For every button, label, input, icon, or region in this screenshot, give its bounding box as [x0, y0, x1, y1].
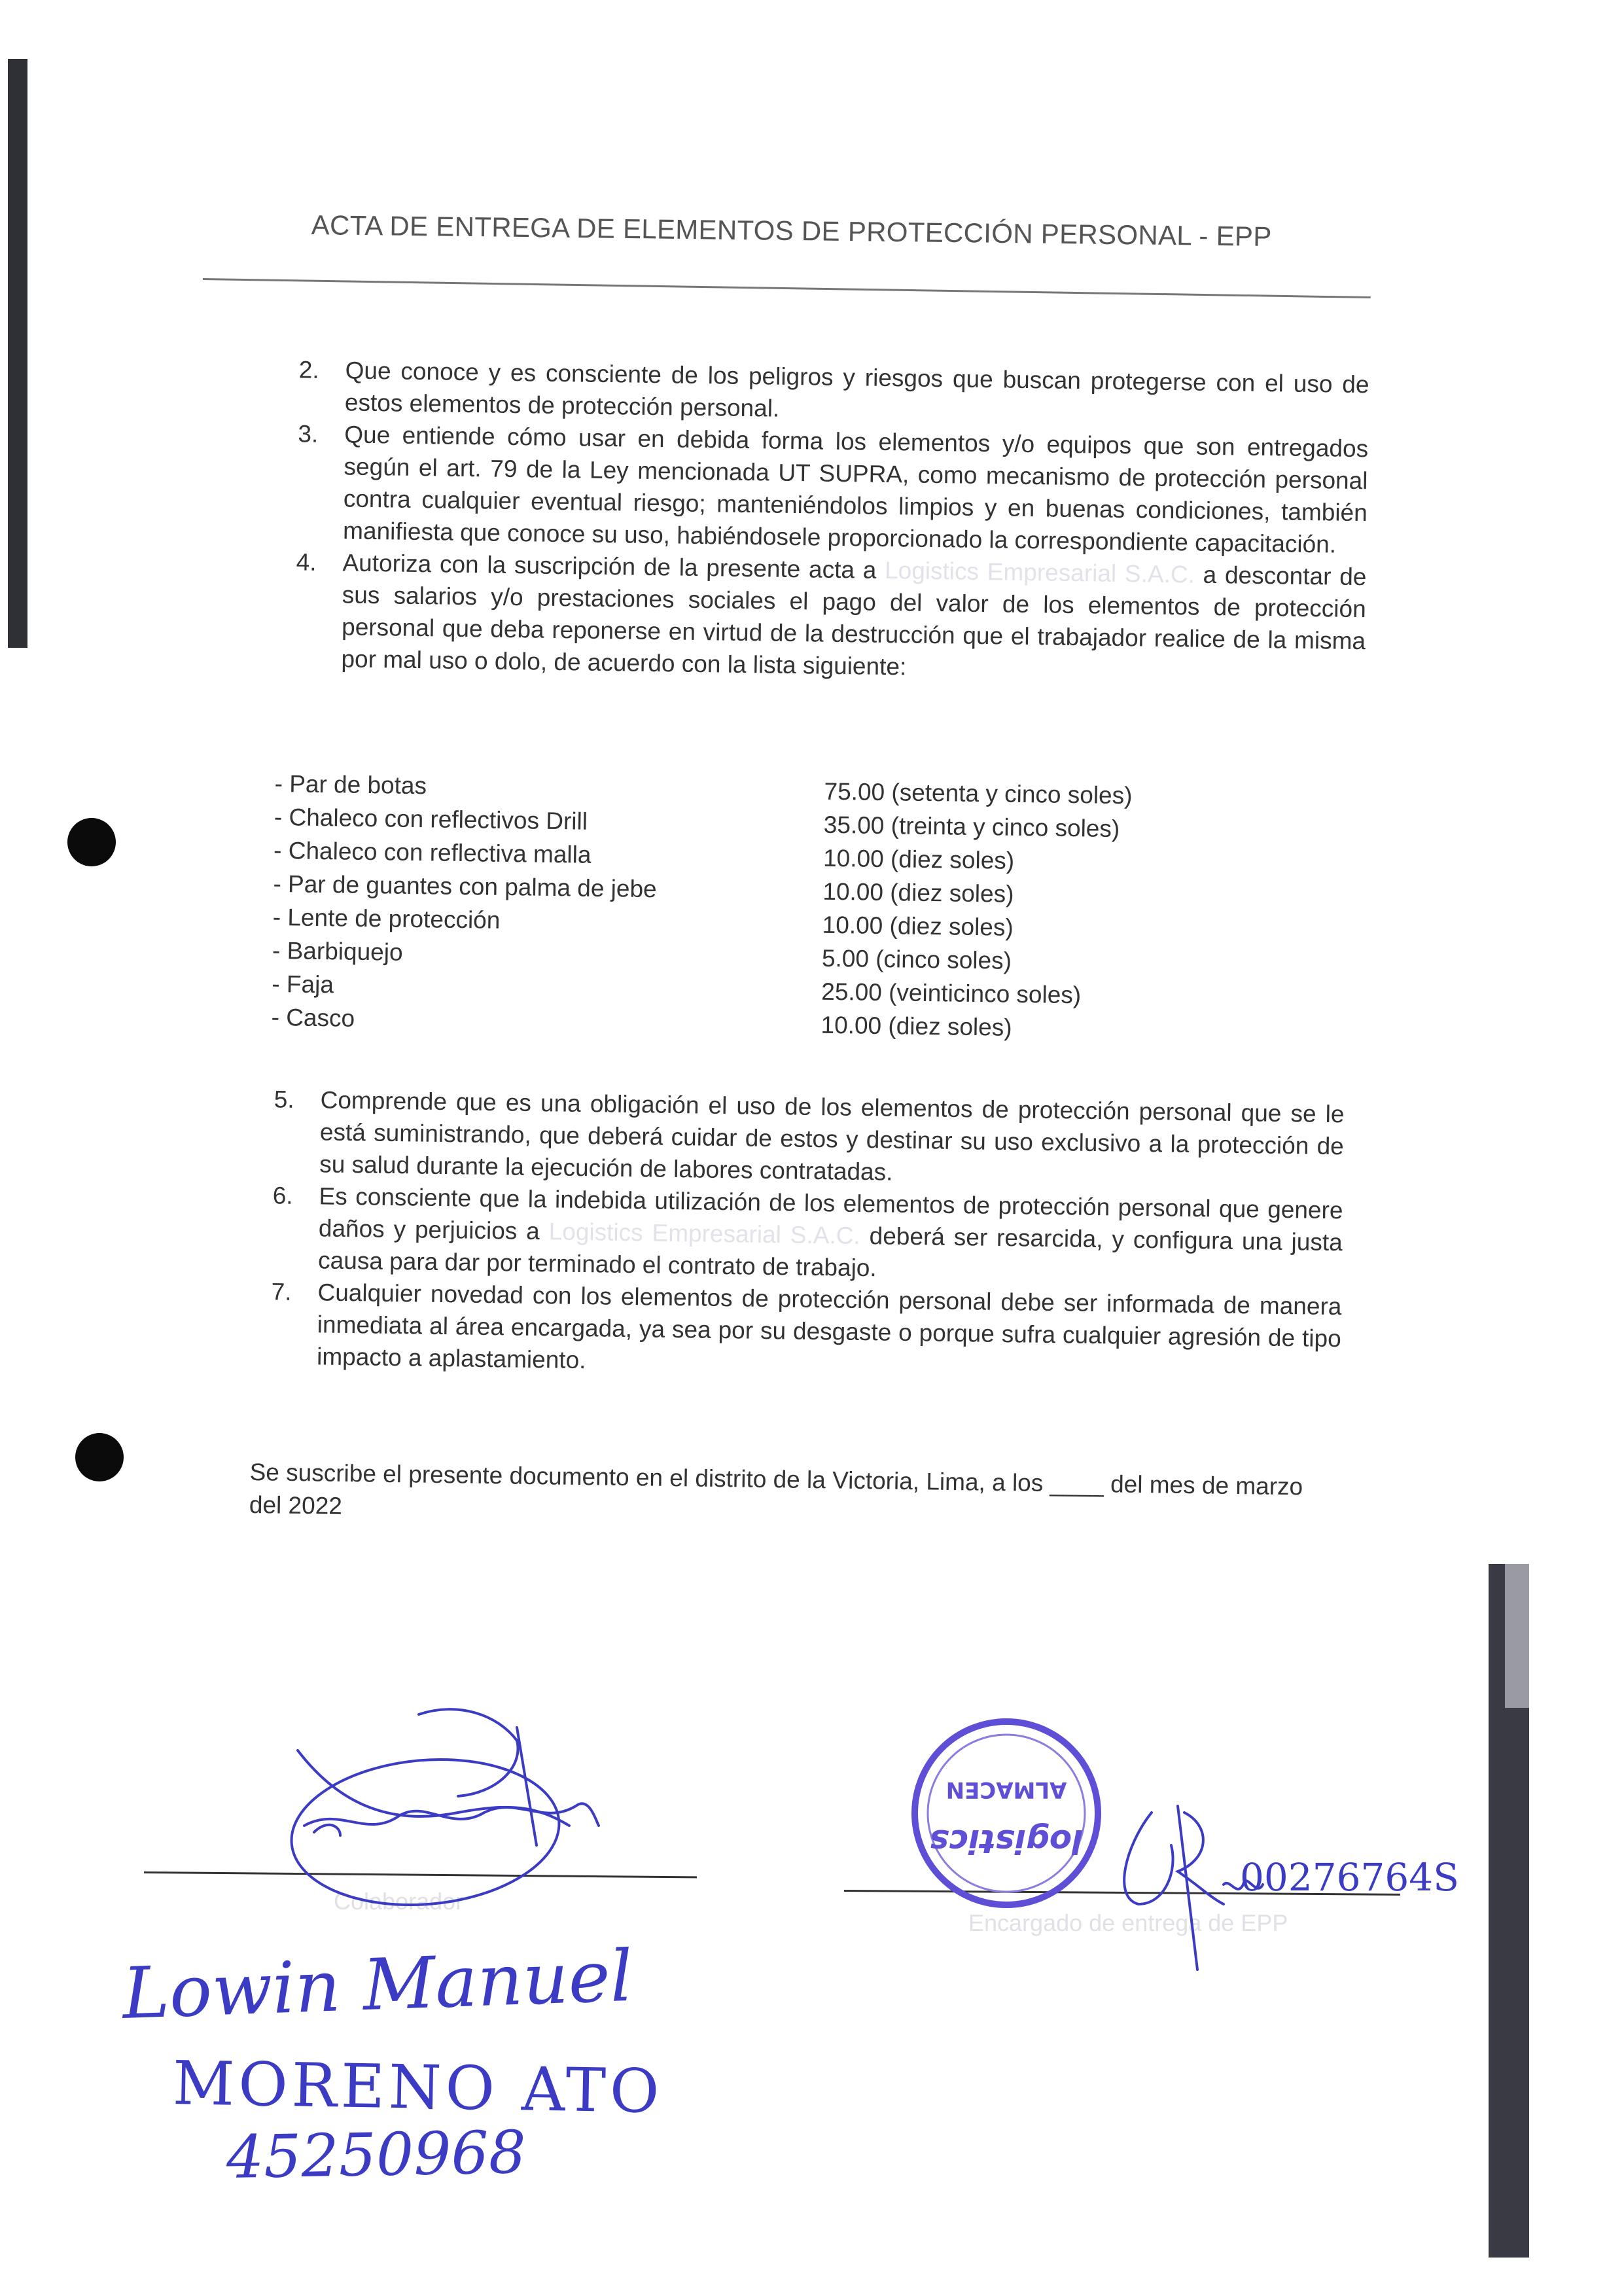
item-price: 10.00 (diez soles) — [822, 911, 1014, 941]
item-price: 75.00 (setenta y cinco soles) — [824, 777, 1133, 809]
closing-statement: Se suscribe el presente documento en el distrito de la Victoria, Lima, a los ____ del mes de marzo del 2022 — [249, 1458, 1303, 1519]
item-name: - Chaleco con reflectivos Drill — [274, 803, 588, 835]
handwritten-name: Lowin Manuel — [121, 1935, 635, 2035]
handwritten-id-number: 45250968 — [226, 2118, 527, 2192]
item-name: - Casco — [271, 1003, 355, 1032]
clause-text: Que conoce y es consciente de los peligros y riesgos que buscan protegerse con el uso de estos elementos de protección personal. — [344, 357, 1369, 422]
stamp-logistics — [915, 1722, 1098, 1905]
clause-number: 5. — [274, 1086, 294, 1113]
clause-text-after: a descontar de sus salarios y/o prestaciones sociales el pago del valor de los elementos de protección personal que deba reponerse en virtud de la destrucción que el trabajador realice de la misma por mal uso o dolo, de acuerdo con la lista siguiente: — [341, 561, 1367, 681]
item-name: - Par de guantes con palma de jebe — [273, 870, 657, 903]
item-price: 10.00 (diez soles) — [821, 1011, 1012, 1041]
clause-number: 7. — [271, 1278, 292, 1305]
item-price: 5.00 (cinco soles) — [821, 944, 1012, 974]
signature-caption-left: Colaborador — [334, 1888, 464, 1915]
clause-number: 2. — [298, 356, 319, 383]
item-name: - Barbiquejo — [272, 936, 403, 966]
signature-caption-right: Encargado de entrega de EPP — [968, 1909, 1288, 1936]
clause-number: 6. — [272, 1182, 293, 1209]
handwritten-surname: MORENO ATO — [172, 2048, 664, 2127]
signature-right-number: 00276764S — [1240, 1855, 1459, 1900]
clause-number: 4. — [296, 548, 317, 576]
item-name: - Faja — [272, 970, 334, 999]
item-price: 35.00 (treinta y cinco soles) — [823, 811, 1120, 843]
item-price: 10.00 (diez soles) — [822, 877, 1014, 908]
stamp-brand-text: logistics — [929, 1822, 1084, 1860]
clause-text: Comprende que es una obligación el uso de los elementos de protección personal que se le está suministrando, que deberá cuidar de estos y destinar su uso exclusivo a la protección de su salud durante la ejecución de labores contratadas. — [319, 1086, 1345, 1186]
clause-text: Que entiende cómo usar en debida forma los elementos y/o equipos que son entregados según el art. 79 de la Ley mencionada UT SUPRA, como mecanismo de protección personal contra cualquier eventual riesgo; manteniéndolos limpios y en buenas condiciones, también manifiesta que conoce su uso, habiéndosele proporcionado la correspondiente capacitación. — [342, 421, 1369, 558]
clause-text: Cualquier novedad con los elementos de protección personal debe ser informada de manera inmediata al área encargada, ya sea por su desgaste o porque sufra cualquier agresión de tipo impacto a aplastamiento. — [316, 1279, 1342, 1374]
company-name: Logistics Empresarial S.A.C. — [884, 556, 1195, 588]
stamp-label-text: ALMACEN — [945, 1777, 1067, 1803]
clause-text-before: Autoriza con la suscripción de la presente acta a — [342, 549, 877, 584]
item-name: - Chaleco con reflectiva malla — [273, 836, 591, 868]
item-price: 10.00 (diez soles) — [822, 844, 1015, 874]
company-name: Logistics Empresarial S.A.C. — [548, 1218, 861, 1249]
document-title: ACTA DE ENTREGA DE ELEMENTOS DE PROTECCIÓN PERSONAL - EPP — [311, 209, 1272, 252]
item-name: - Par de botas — [274, 770, 427, 800]
clause-text-before: Es consciente que la indebida utilización de los elementos de protección personal que genere daños y perjuicios a — [318, 1182, 1343, 1245]
item-price: 25.00 (veinticinco soles) — [821, 978, 1082, 1009]
item-name: - Lente de protección — [272, 903, 501, 934]
clause-text-after: deberá ser resarcida, y configura una justa causa para dar por terminado el contrato de trabajo. — [317, 1222, 1343, 1282]
signature-left — [285, 1709, 599, 1915]
clause-number: 3. — [298, 420, 319, 448]
